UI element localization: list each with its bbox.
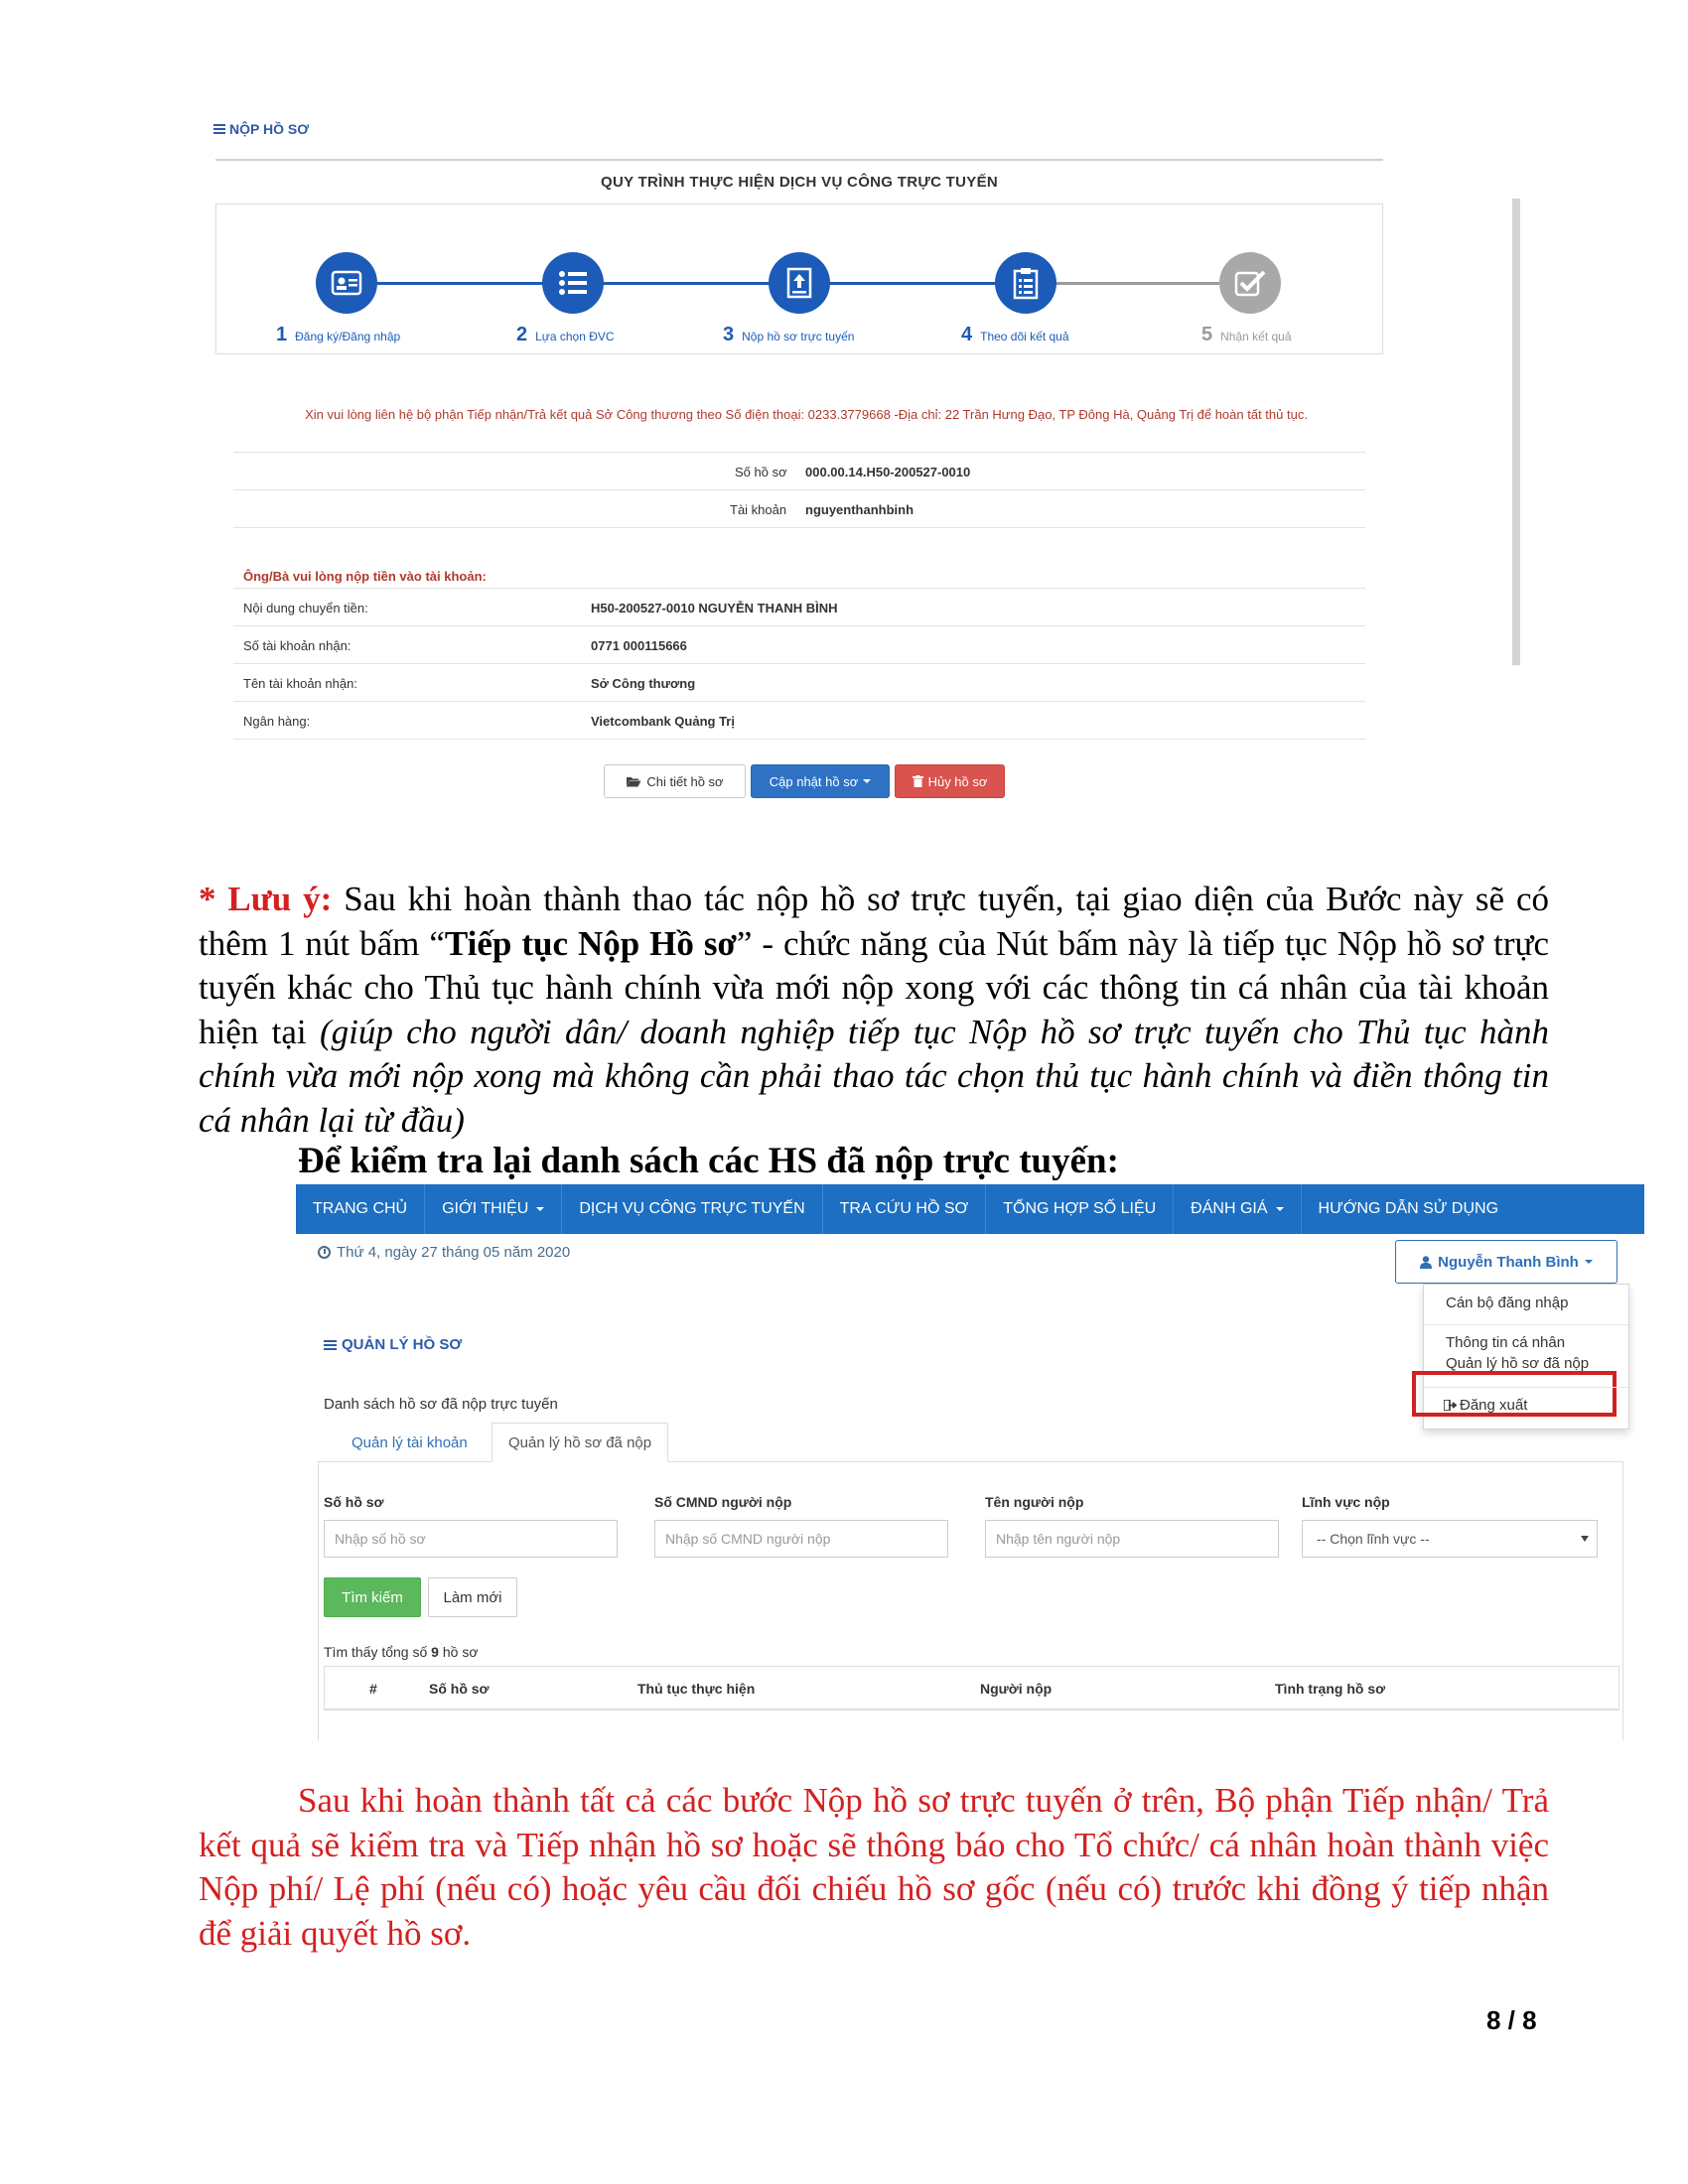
- search-button[interactable]: Tìm kiếm: [324, 1577, 421, 1617]
- menu-item-manage-records[interactable]: Quản lý hồ sơ đã nộp: [1446, 1355, 1590, 1372]
- step-5-label: 5 Nhận kết quả: [1201, 324, 1292, 345]
- nav-statistics[interactable]: TỔNG HỢP SỐ LIỆU: [986, 1184, 1174, 1234]
- current-date: Thứ 4, ngày 27 tháng 05 năm 2020: [318, 1244, 570, 1261]
- step-connector: [1039, 282, 1232, 285]
- step-3-upload-icon[interactable]: [769, 252, 830, 314]
- step-3-label: 3 Nộp hồ sơ trực tuyến: [723, 324, 855, 345]
- step-1-label: 1 Đăng ký/Đăng nhập: [276, 324, 401, 345]
- check-list-heading: Để kiểm tra lại danh sách các HS đã nộp trực tuyến:: [298, 1141, 1119, 1181]
- tab-bar: [318, 1423, 1623, 1462]
- step-connector: [812, 282, 1009, 285]
- submission-screenshot: [213, 109, 1534, 824]
- manage-records-screenshot: [296, 1184, 1644, 1740]
- step-connector: [360, 282, 554, 285]
- payment-row: Tên tài khoản nhận: Sở Công thương: [233, 663, 1365, 701]
- payment-row: Số tài khoản nhận: 0771 000115666: [233, 625, 1365, 663]
- list-icon: [324, 1340, 337, 1350]
- menu-item-profile[interactable]: Thông tin cá nhân: [1446, 1334, 1566, 1351]
- scrollbar[interactable]: [1512, 199, 1520, 665]
- menu-item-staff-login[interactable]: Cán bộ đăng nhập: [1446, 1295, 1569, 1311]
- field-label: Tên người nộp: [985, 1494, 1084, 1510]
- step-connector: [586, 282, 779, 285]
- column-record-number: Số hồ sơ: [429, 1681, 490, 1697]
- divider: [215, 159, 1383, 161]
- section-title: NỘP HỒ SƠ: [213, 121, 309, 137]
- trash-icon: [913, 775, 923, 787]
- contact-notice: Xin vui lòng liên hệ bộ phận Tiếp nhận/Trả kết quả Sở Công thương theo Số điện thoại: 0233.3779668 -Địa chỉ: 22 Trần Hưng Đạo, TP Đông Hà, Quảng Trị để hoàn tất thủ tục.: [305, 407, 1308, 422]
- record-number-input[interactable]: Nhập số hồ sơ: [324, 1520, 618, 1558]
- step-1-register-icon[interactable]: [316, 252, 377, 314]
- reset-button[interactable]: Làm mới: [428, 1577, 517, 1617]
- user-dropdown-menu: [1423, 1284, 1629, 1430]
- caret-down-icon: [1585, 1260, 1593, 1264]
- menu-item-logout[interactable]: Đăng xuất: [1444, 1397, 1527, 1414]
- submitter-name-input[interactable]: Nhập tên người nộp: [985, 1520, 1279, 1558]
- step-5-check-icon[interactable]: [1219, 252, 1281, 314]
- list-label: Danh sách hồ sơ đã nộp trực tuyến: [324, 1396, 558, 1413]
- final-paragraph: Sau khi hoàn thành tất cả các bước Nộp hồ sơ trực tuyến ở trên, Bộ phận Tiếp nhận/ Trả kết quả sẽ kiểm tra và Tiếp nhận hồ sơ hoặc sẽ thông báo cho Tổ chức/ cá nhân hoàn thành việc Nộp phí/ Lệ phí (nếu có) hoặc yêu cầu đối chiếu hồ sơ gốc (nếu có) trước khi đồng ý tiếp nhận để giải quyết hồ sơ.: [199, 1781, 1549, 1953]
- caret-down-icon: [536, 1207, 544, 1211]
- clock-icon: [318, 1246, 331, 1259]
- id-number-input[interactable]: Nhập số CMND người nộp: [654, 1520, 948, 1558]
- folder-open-icon: [626, 775, 641, 787]
- cancel-record-button[interactable]: Hủy hồ sơ: [895, 764, 1005, 798]
- nav-lookup[interactable]: TRA CỨU HỒ SƠ: [823, 1184, 987, 1234]
- main-nav: [296, 1184, 1644, 1234]
- divider: [233, 739, 1365, 740]
- column-submitter: Người nộp: [980, 1681, 1053, 1697]
- caret-down-icon: [863, 779, 871, 783]
- column-status: Tình trạng hồ sơ: [1275, 1681, 1386, 1697]
- list-icon: [213, 124, 225, 134]
- column-procedure: Thủ tục thực hiện: [637, 1681, 756, 1697]
- nav-guide[interactable]: HƯỚNG DẪN SỬ DỤNG: [1318, 1200, 1499, 1217]
- record-detail-button[interactable]: Chi tiết hồ sơ: [604, 764, 746, 798]
- page-number: 8 / 8: [1486, 2005, 1537, 2035]
- account-row: Tài khoản nguyenthanhbinh: [233, 489, 1365, 527]
- divider: [233, 527, 1365, 528]
- tab-submitted-records[interactable]: Quản lý hồ sơ đã nộp: [492, 1423, 668, 1462]
- nav-home[interactable]: TRANG CHỦ: [296, 1184, 425, 1234]
- nav-rating[interactable]: ĐÁNH GIÁ: [1174, 1184, 1301, 1234]
- nav-about[interactable]: GIỚI THIỆU: [425, 1184, 562, 1234]
- payment-row: Ngân hàng: Vietcombank Quảng Trị: [233, 701, 1365, 739]
- column-index: #: [369, 1681, 377, 1697]
- user-menu-button[interactable]: Nguyễn Thanh Bình: [1395, 1240, 1618, 1284]
- tab-account[interactable]: Quản lý tài khoản: [352, 1433, 468, 1451]
- divider: [1424, 1387, 1628, 1388]
- step-4-label: 4 Theo dõi kết quả: [961, 324, 1069, 345]
- update-record-button[interactable]: Cập nhật hồ sơ: [751, 764, 890, 798]
- step-2-label: 2 Lựa chọn ĐVC: [516, 324, 615, 345]
- records-table-header: [324, 1666, 1619, 1710]
- user-icon: [1420, 1256, 1432, 1269]
- step-2-list-icon[interactable]: [542, 252, 604, 314]
- record-number-row: Số hồ sơ 000.00.14.H50-200527-0010: [233, 452, 1365, 489]
- divider: [1424, 1324, 1628, 1325]
- field-label: Lĩnh vực nộp: [1302, 1494, 1390, 1510]
- process-title: QUY TRÌNH THỰC HIỆN DỊCH VỤ CÔNG TRỰC TUYẾN: [600, 174, 999, 191]
- field-select[interactable]: -- Chọn lĩnh vực --: [1302, 1520, 1598, 1558]
- step-4-clipboard-icon[interactable]: [995, 252, 1056, 314]
- field-label: Số CMND người nộp: [654, 1494, 792, 1510]
- caret-down-icon: [1276, 1207, 1284, 1211]
- process-steps: [215, 204, 1383, 354]
- section-title: QUẢN LÝ HỒ SƠ: [324, 1336, 462, 1353]
- payment-row: Nội dung chuyển tiền: H50-200527-0010 NGUYỄN THANH BÌNH: [233, 588, 1365, 625]
- field-label: Số hồ sơ: [324, 1494, 384, 1510]
- nav-online-services[interactable]: DỊCH VỤ CÔNG TRỰC TUYẾN: [562, 1184, 822, 1234]
- sign-out-icon: [1444, 1400, 1457, 1411]
- payment-header: Ông/Bà vui lòng nộp tiền vào tài khoản:: [243, 569, 487, 584]
- chevron-down-icon: [1581, 1536, 1589, 1542]
- note-paragraph: * Lưu ý: Sau khi hoàn thành thao tác nộp hồ sơ trực tuyến, tại giao diện của Bước này sẽ có thêm 1 nút bấm “Tiếp tục Nộp Hồ sơ” - chức năng của Nút bấm này là tiếp tục Nộp hồ sơ trực tuyến khác cho Thủ tục hành chính vừa mới nộp xong với các thông tin cá nhân của tài khoản hiện tại (giúp cho người dân/ doanh nghiệp tiếp tục Nộp hồ sơ trực tuyến cho Thủ tục hành chính vừa mới nộp xong mà không cần phải thao tác chọn thủ tục hành chính và điền thông tin cá nhân lại từ đầu): [199, 880, 1550, 1140]
- result-count: Tìm thấy tổng số 9 hồ sơ: [324, 1644, 479, 1660]
